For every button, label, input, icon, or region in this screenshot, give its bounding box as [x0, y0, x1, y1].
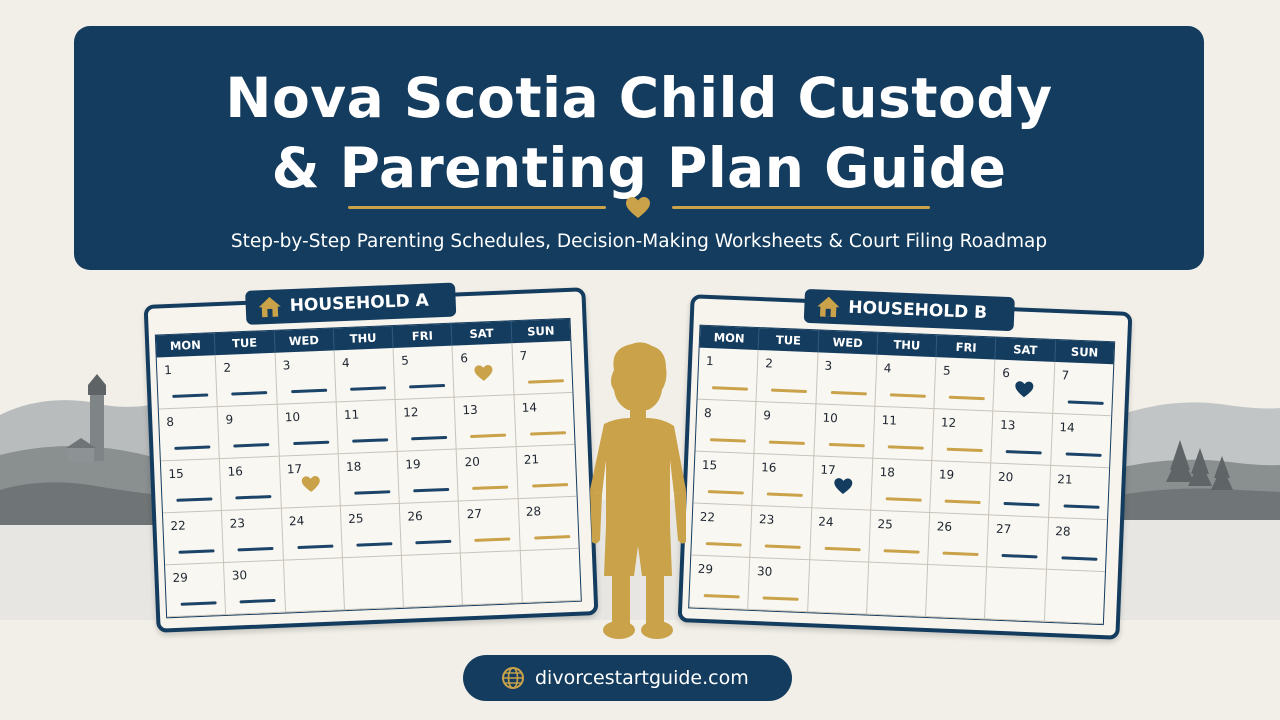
day-number: 30 — [756, 564, 773, 579]
day-number: 24 — [288, 513, 305, 529]
day-number: 24 — [818, 514, 834, 530]
day-number: 5 — [400, 353, 410, 368]
calendar-day-cell[interactable] — [275, 350, 336, 404]
day-number: 3 — [282, 358, 291, 373]
heart-icon — [832, 477, 853, 496]
calendar-day-cell[interactable] — [216, 353, 277, 407]
day-number: 15 — [168, 466, 184, 482]
custody-marker-navy — [350, 386, 386, 390]
house-icon — [257, 294, 282, 319]
calendar-day-cell[interactable] — [514, 393, 574, 447]
custody-marker-gold — [888, 445, 924, 449]
calendar-day-cell[interactable] — [748, 558, 809, 612]
custody-marker-gold — [883, 549, 919, 553]
day-number: 1 — [163, 362, 173, 378]
day-number: 26 — [407, 508, 423, 524]
calendar-day-cell[interactable] — [810, 508, 871, 562]
day-number: 25 — [347, 511, 364, 526]
weekday-header-fri: FRI — [393, 324, 453, 348]
custody-marker-gold — [532, 483, 568, 487]
calendar-grid — [155, 318, 582, 618]
calendar-day-cell[interactable] — [698, 348, 759, 402]
custody-marker-gold — [708, 490, 744, 494]
day-number: 15 — [701, 457, 718, 473]
weekday-header-fri: FRI — [937, 335, 997, 359]
custody-marker-gold — [706, 542, 742, 546]
weekday-header-tue: TUE — [215, 331, 275, 355]
day-number: 6 — [1001, 365, 1011, 381]
custody-marker-gold — [830, 391, 866, 395]
day-number: 14 — [521, 400, 538, 415]
day-number: 17 — [820, 462, 836, 478]
calendar-day-cell[interactable] — [1051, 414, 1111, 468]
weekday-header-mon: MON — [156, 333, 216, 357]
day-number: 8 — [703, 405, 712, 421]
custody-marker-navy — [415, 540, 451, 544]
page-title-line-2: & Parenting Plan Guide — [271, 136, 1007, 200]
day-number: 19 — [938, 467, 955, 482]
heart-icon — [474, 364, 495, 383]
calendar-day-cell[interactable] — [691, 504, 752, 558]
calendar-day-cell[interactable] — [1049, 466, 1109, 520]
day-number: 5 — [942, 363, 951, 378]
heart-icon — [1014, 380, 1035, 399]
header-banner — [74, 26, 1204, 270]
custody-marker-gold — [470, 434, 506, 438]
calendar-day-cell[interactable] — [337, 400, 398, 454]
custody-marker-navy — [174, 445, 210, 449]
custody-marker-navy — [240, 599, 276, 603]
calendar-tab-household-a — [245, 282, 456, 324]
calendar-day-cell[interactable] — [224, 561, 285, 615]
calendar-tab-label: HOUSEHOLD A — [289, 290, 430, 317]
calendar-day-cell[interactable] — [281, 506, 342, 560]
calendar-day-cell[interactable] — [753, 454, 814, 508]
day-number: 2 — [765, 356, 774, 371]
custody-marker-navy — [236, 495, 272, 499]
custody-marker-navy — [291, 389, 327, 393]
calendar-day-cell[interactable] — [990, 463, 1051, 517]
calendar-day-cell[interactable] — [520, 549, 580, 603]
calendar-day-cell[interactable] — [930, 461, 991, 515]
calendar-household-a — [144, 287, 599, 632]
calendar-day-cell[interactable] — [987, 515, 1048, 569]
day-number: 14 — [1059, 420, 1075, 435]
calendar-day-cell[interactable] — [808, 560, 869, 614]
day-number: 9 — [762, 408, 772, 423]
day-number: 16 — [227, 464, 244, 479]
calendar-day-cell[interactable] — [161, 459, 222, 513]
day-number: 20 — [464, 454, 481, 470]
calendar-day-cell[interactable] — [934, 357, 995, 411]
day-number: 13 — [999, 417, 1016, 433]
calendar-day-cell[interactable] — [165, 563, 226, 617]
calendar-day-cell[interactable] — [985, 567, 1046, 621]
weekday-header-tue: TUE — [759, 328, 819, 352]
day-number: 13 — [462, 402, 479, 418]
weekday-header-wed: WED — [274, 328, 334, 352]
custody-marker-navy — [293, 441, 329, 445]
calendar-day-cell[interactable] — [455, 395, 516, 449]
heart-icon — [625, 196, 651, 220]
day-number: 27 — [995, 521, 1012, 537]
day-number: 12 — [940, 415, 957, 431]
custody-marker-gold — [947, 448, 983, 452]
calendar-day-cell[interactable] — [461, 551, 522, 605]
calendar-day-cell[interactable] — [751, 506, 812, 560]
day-number: 10 — [822, 410, 839, 426]
custody-marker-gold — [763, 596, 799, 600]
day-number: 25 — [877, 516, 894, 532]
day-number: 29 — [172, 570, 189, 586]
day-number: 10 — [284, 409, 301, 425]
custody-marker-navy — [231, 391, 267, 395]
weekday-header-wed: WED — [818, 330, 878, 354]
custody-marker-navy — [1006, 450, 1042, 454]
calendar-day-cell[interactable] — [871, 459, 932, 513]
calendar-day-cell[interactable] — [693, 452, 754, 506]
calendar-day-cell[interactable] — [932, 409, 993, 463]
calendar-day-cell[interactable] — [341, 504, 402, 558]
calendar-day-cell[interactable] — [689, 555, 750, 609]
calendar-weeks — [689, 348, 1113, 624]
calendar-day-cell[interactable] — [159, 407, 220, 461]
calendar-day-cell[interactable] — [757, 350, 818, 404]
custody-marker-navy — [1061, 556, 1097, 560]
day-number: 22 — [170, 518, 187, 534]
house-icon — [816, 294, 841, 319]
day-number: 6 — [460, 351, 469, 366]
calendar-day-cell[interactable] — [453, 343, 514, 397]
custody-marker-navy — [238, 547, 274, 551]
custody-marker-navy — [1065, 452, 1101, 456]
calendar-day-cell[interactable] — [928, 513, 989, 567]
custody-marker-navy — [409, 384, 445, 388]
page-subtitle: Step-by-Step Parenting Schedules, Decision-Making Worksheets & Court Filing Roadmap — [230, 231, 1048, 252]
custody-marker-navy — [413, 488, 449, 492]
custody-marker-navy — [234, 443, 270, 447]
divider-right — [672, 206, 930, 209]
custody-marker-gold — [534, 535, 570, 539]
day-number: 8 — [166, 414, 175, 430]
weekday-header-sun: SUN — [526, 323, 555, 339]
heart-icon — [300, 475, 321, 494]
globe-icon — [501, 666, 525, 690]
day-number: 7 — [519, 348, 528, 363]
day-number: 11 — [881, 413, 898, 428]
day-number: 28 — [1054, 524, 1071, 539]
calendar-day-cell[interactable] — [869, 511, 930, 565]
calendar-grid — [688, 325, 1115, 625]
calendar-day-cell[interactable] — [157, 355, 218, 409]
calendar-day-cell[interactable] — [873, 407, 934, 461]
weekday-header-sat: SAT — [996, 338, 1056, 362]
day-number: 23 — [229, 516, 246, 531]
day-number: 4 — [341, 355, 350, 371]
custody-marker-navy — [354, 490, 390, 494]
custody-marker-navy — [178, 549, 214, 553]
custody-marker-gold — [475, 537, 511, 541]
day-number: 29 — [697, 561, 714, 577]
calendar-day-cell[interactable] — [334, 348, 395, 402]
calendar-day-cell[interactable] — [1047, 518, 1107, 572]
calendar-day-cell[interactable] — [400, 501, 461, 555]
custody-marker-navy — [352, 438, 388, 442]
custody-marker-gold — [824, 547, 860, 551]
day-number: 21 — [1057, 472, 1073, 487]
calendar-day-cell[interactable] — [992, 412, 1053, 466]
custody-marker-gold — [828, 443, 864, 447]
calendar-day-cell[interactable] — [816, 352, 877, 406]
custody-marker-gold — [767, 492, 803, 496]
page-title-line-1: Nova Scotia Child Custody — [225, 66, 1053, 130]
day-number: 23 — [758, 512, 775, 527]
calendar-day-cell[interactable] — [459, 499, 520, 553]
custody-marker-navy — [172, 393, 208, 397]
day-number: 27 — [466, 506, 483, 522]
calendar-tab-label: HOUSEHOLD B — [847, 297, 988, 324]
day-number: 2 — [223, 360, 232, 375]
calendar-day-cell[interactable] — [695, 400, 756, 454]
calendar-day-cell[interactable] — [755, 402, 816, 456]
weekday-header-sat: SAT — [452, 321, 512, 345]
day-number: 20 — [997, 469, 1014, 485]
calendar-day-cell[interactable] — [343, 556, 404, 610]
day-number: 7 — [1061, 368, 1070, 383]
calendar-day-cell[interactable] — [875, 355, 936, 409]
day-number: 18 — [879, 464, 896, 480]
day-number: 17 — [286, 461, 303, 477]
custody-marker-navy — [1063, 504, 1099, 508]
calendar-day-cell[interactable] — [1053, 362, 1113, 416]
day-number: 1 — [705, 353, 715, 369]
weekday-header-thu: THU — [334, 326, 394, 350]
calendar-day-cell[interactable] — [814, 404, 875, 458]
custody-marker-gold — [949, 396, 985, 400]
calendar-weeks — [157, 341, 581, 617]
calendar-day-cell[interactable] — [1045, 570, 1105, 624]
custody-marker-gold — [945, 500, 981, 504]
weekday-header-mon: MON — [700, 326, 760, 350]
calendar-day-cell[interactable] — [457, 447, 518, 501]
calendar-day-cell[interactable] — [402, 553, 463, 607]
calendar-day-cell[interactable] — [218, 405, 279, 459]
calendar-day-cell[interactable] — [163, 511, 224, 565]
custody-marker-navy — [176, 497, 212, 501]
calendar-day-cell[interactable] — [398, 450, 459, 504]
calendar-household-b — [678, 294, 1133, 639]
custody-marker-navy — [297, 545, 333, 549]
calendar-tab-household-b — [804, 289, 1015, 331]
day-number: 18 — [345, 459, 362, 474]
custody-marker-gold — [712, 386, 748, 390]
calendar-day-cell[interactable] — [222, 509, 283, 563]
custody-marker-navy — [411, 436, 447, 440]
calendar-day-cell[interactable] — [339, 452, 400, 506]
custody-marker-gold — [765, 544, 801, 548]
custody-marker-gold — [943, 552, 979, 556]
custody-marker-gold — [771, 389, 807, 393]
custody-marker-navy — [356, 542, 392, 546]
custody-marker-gold — [890, 393, 926, 397]
weekday-header-thu: THU — [877, 333, 937, 357]
calendar-day-cell[interactable] — [926, 565, 987, 619]
custody-marker-gold — [528, 379, 564, 383]
day-number: 28 — [525, 504, 542, 519]
child-silhouette-icon — [586, 340, 688, 642]
calendar-day-cell[interactable] — [867, 563, 928, 617]
custody-marker-gold — [530, 431, 566, 435]
day-number: 30 — [231, 568, 248, 583]
custody-marker-navy — [1067, 400, 1103, 404]
calendar-day-cell[interactable] — [396, 398, 457, 452]
custody-marker-gold — [769, 441, 805, 445]
weekday-header-sun: SUN — [1070, 344, 1099, 360]
day-number: 26 — [936, 519, 953, 534]
website-url-text[interactable]: divorcestartguide.com — [535, 667, 749, 689]
day-number: 9 — [225, 412, 234, 427]
day-number: 12 — [402, 405, 419, 420]
custody-marker-gold — [885, 497, 921, 501]
day-number: 21 — [523, 452, 540, 467]
calendar-day-cell[interactable] — [284, 558, 345, 612]
day-number: 16 — [760, 460, 777, 475]
calendar-day-cell[interactable] — [516, 445, 576, 499]
calendar-day-cell[interactable] — [994, 360, 1055, 414]
day-number: 22 — [699, 509, 716, 525]
custody-marker-gold — [704, 594, 740, 598]
custody-marker-navy — [181, 601, 217, 605]
calendar-day-cell[interactable] — [512, 341, 572, 395]
calendar-day-cell[interactable] — [518, 497, 578, 551]
calendar-day-cell[interactable] — [277, 402, 338, 456]
day-number: 4 — [883, 361, 892, 376]
custody-marker-navy — [1004, 502, 1040, 506]
custody-marker-navy — [1002, 554, 1038, 558]
custody-marker-gold — [710, 438, 746, 442]
day-number: 11 — [343, 407, 360, 423]
calendar-day-cell[interactable] — [394, 346, 455, 400]
day-number: 19 — [405, 457, 421, 472]
calendar-day-cell[interactable] — [220, 457, 281, 511]
day-number: 3 — [824, 358, 833, 373]
calendar-day-cell[interactable] — [279, 454, 340, 508]
calendar-day-cell[interactable] — [812, 456, 873, 510]
website-url-pill[interactable] — [463, 655, 792, 701]
custody-marker-gold — [473, 486, 509, 490]
divider-left — [348, 206, 606, 209]
